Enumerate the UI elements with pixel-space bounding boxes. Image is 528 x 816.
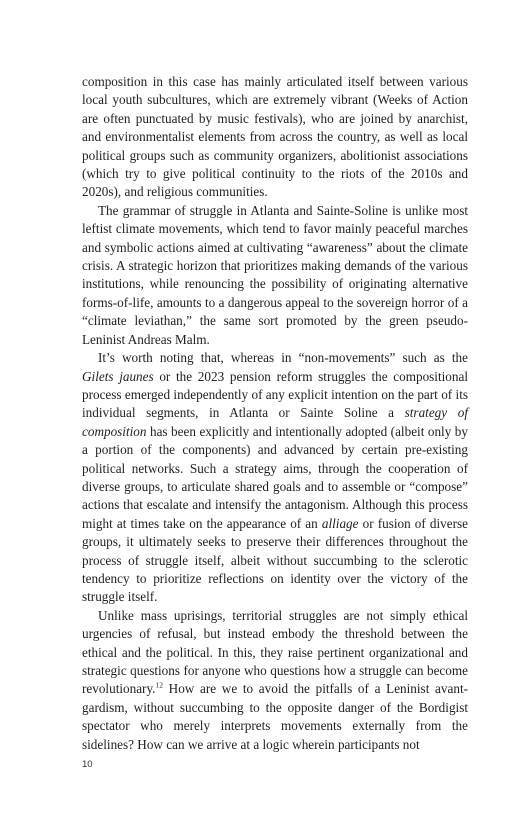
footnote-reference[interactable]: 12	[155, 681, 163, 691]
italic-term-gilets-jaunes: Gilets jaunes	[82, 368, 154, 384]
text-run: has been explicitly and intentionally adopted (albeit only by a portion of the components) and advanced by certain pre-existing political networks. Such a strategy aims, through the cooperation of diverse groups, to articulate shared goals and to assemble or “compose” actions that escalate and intensify the antagonism. Although this process might at times take on the appearance of an	[82, 423, 468, 531]
text-run: or the 2023 pension reform struggles the compositional process emerged independently of any explicit intention on the part of its individual segments, in Atlanta or Sainte Soline a	[82, 368, 468, 421]
text-run: Unlike mass uprisings, territorial struggles are not simply ethical urgencies of refusal, but instead embody the threshold between the ethical and the political. In this, they raise pertinent organizational and strategic questions for anyone who questions how a struggle can become revolutionary.	[82, 607, 468, 697]
text-run: composition in this case has mainly articulated itself between various local youth subcultures, which are extremely vibrant (Weeks of Action are often punctuated by music festivals), who are joined by anarchist, and environmentalist elements from across the country, as well as local political groups such as community organizers, abolitionist associations (which try to give political continuity to the riots of the 2010s and 2020s), and religious communities.	[82, 74, 468, 200]
text-run: How are we to avoid the pitfalls of a Leninist avant-gardism, without succumbing to the opposite danger of the Bordigist spectator who merely interprets movements externally from the sidelines? How can we arrive at a logic wherein participants not	[82, 681, 468, 752]
text-run: The grammar of struggle in Atlanta and Sainte-Soline is unlike most leftist climate movements, which tend to favor mainly peaceful marches and symbolic actions aimed at cultivating “awareness” about the climate crisis. A strategic horizon that prioritizes making demands of the various institutions, while renouncing the possibility of originating alternative forms-of-life, amounts to a dangerous appeal to the sovereign horror of a “climate leviathan,” the same sort promoted by the green pseudo-Leninist Andreas Malm.	[82, 202, 468, 347]
text-run: It’s worth noting that, whereas in “non-movements” such as the	[98, 350, 468, 366]
text-run: or fusion of diverse groups, it ultimately seeks to preserve their differences throughout the process of struggle itself, albeit without succumbing to the sclerotic tendency to prioritize reflections on identity over the victory of the struggle itself.	[82, 515, 468, 605]
italic-term-alliage: alliage	[321, 515, 359, 531]
paragraph-2	[82, 202, 468, 349]
paragraph-1	[82, 73, 468, 202]
paragraph-3	[82, 349, 468, 607]
paragraph-4	[82, 607, 468, 754]
page-number: 10	[82, 759, 93, 770]
page-body	[82, 73, 468, 754]
italic-term-strategy-of-composition: strategy of composition	[82, 405, 469, 439]
